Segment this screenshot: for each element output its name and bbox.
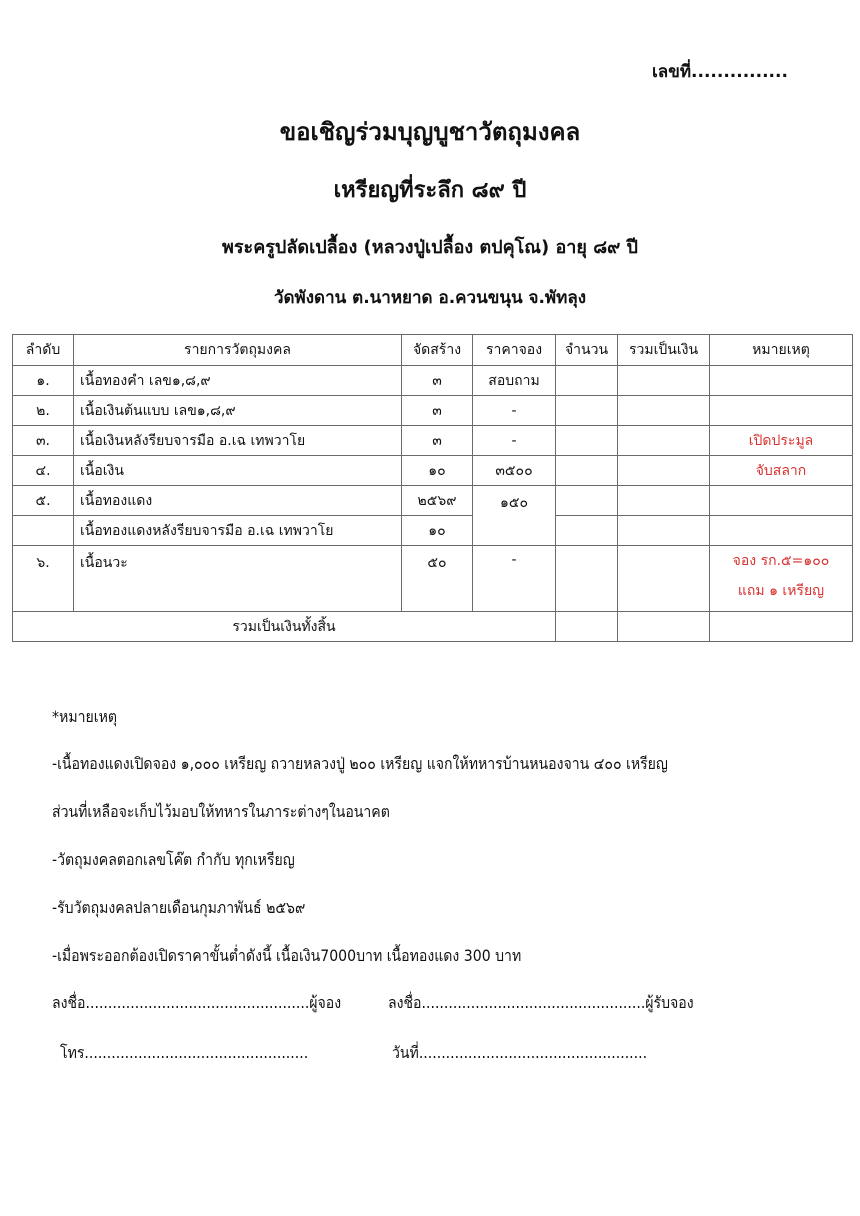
item-name: เนื้อทองแดง <box>74 486 402 516</box>
price: - <box>473 426 556 456</box>
quantity-cell[interactable] <box>556 396 618 426</box>
item-name: เนื้อเงินหลังรียบจารมือ อ.เฉ เทพวาโย <box>74 426 402 456</box>
made-count: ๕๐ <box>402 546 473 612</box>
row-number: ๕. <box>13 486 74 516</box>
table-row <box>13 366 853 396</box>
remark-line: แถม ๑ เหรียญ <box>737 583 825 599</box>
price: - <box>473 396 556 426</box>
note-line: -เมื่อพระออกต้องเปิดราคาขั้นต่ำดังนี้ เนื้อเงิน7000บาท เนื้อทองแดง 300 บาท <box>52 946 522 965</box>
made-count: ๒๕๖๙ <box>402 486 473 516</box>
temple-address: วัดพังดาน ต.นาหยาด อ.ควนขนุน จ.พัทลุง <box>273 288 587 308</box>
row-number: ๖. <box>13 546 74 612</box>
total-quantity-cell[interactable] <box>556 612 618 642</box>
item-name: เนื้อเงิน <box>74 456 402 486</box>
remark <box>710 366 853 396</box>
column-header: ราคาจอง <box>473 335 556 366</box>
note-line: ส่วนที่เหลือจะเก็บไว้มอบให้ทหารในภาระต่างๆในอนาคต <box>52 802 390 821</box>
row-number: ๓. <box>13 426 74 456</box>
subtotal-cell[interactable] <box>618 486 710 516</box>
quantity-cell[interactable] <box>556 486 618 516</box>
column-header: รายการวัตถุมงคล <box>74 335 402 366</box>
remark <box>710 486 853 516</box>
remark: เปิดประมูล <box>710 426 853 456</box>
price: ๓๕๐๐ <box>473 456 556 486</box>
subtotal-cell[interactable] <box>618 546 710 612</box>
column-header: จำนวน <box>556 335 618 366</box>
document-number: เลขที่............... <box>652 62 788 82</box>
made-count: ๓ <box>402 426 473 456</box>
table-row <box>13 516 853 546</box>
subtotal-cell[interactable] <box>618 426 710 456</box>
remark-line: จอง รก.๕=๑๐๐ <box>732 553 830 569</box>
quantity-cell[interactable] <box>556 456 618 486</box>
table-row <box>13 486 853 516</box>
subtotal-cell[interactable] <box>618 456 710 486</box>
item-name: เนื้อทองแดงหลังรียบจารมือ อ.เฉ เทพวาโย <box>74 516 402 546</box>
quantity-cell[interactable] <box>556 426 618 456</box>
note-line: -เนื้อทองแดงเปิดจอง ๑,๐๐๐ เหรียญ ถวายหลวงปู่ ๒๐๐ เหรียญ แจกให้ทหารบ้านหนองจาน ๔๐๐ เหรียญ <box>52 754 668 773</box>
column-header: ลำดับ <box>13 335 74 366</box>
reserver-signature-line[interactable]: ลงชื่อ..................................................ผู้จอง <box>52 993 342 1012</box>
total-row <box>13 612 853 642</box>
note-line: -รับวัตถุมงคลปลายเดือนกุมภาพันธ์ ๒๕๖๙ <box>52 898 306 917</box>
note-line: -วัตถุมงคลตอกเลขโค๊ต กำกับ ทุกเหรียญ <box>52 850 295 869</box>
row-number: ๔. <box>13 456 74 486</box>
monk-name: พระครูปลัดเปลื้อง (หลวงปู่เปลื้อง ตปคุโณ) อายุ ๘๙ ปี <box>222 237 638 258</box>
item-name: เนื้อเงินต้นแบบ เลข๑,๘,๙ <box>74 396 402 426</box>
total-remark-cell <box>710 612 853 642</box>
column-header: จัดสร้าง <box>402 335 473 366</box>
subtitle: เหรียญที่ระลึก ๘๙ ปี <box>333 178 527 203</box>
table-row <box>13 546 853 612</box>
remark: จับสลาก <box>710 456 853 486</box>
remark <box>710 516 853 546</box>
quantity-cell[interactable] <box>556 366 618 396</box>
subtotal-cell[interactable] <box>618 366 710 396</box>
table-row <box>13 456 853 486</box>
table-row <box>13 426 853 456</box>
item-name: เนื้อทองคำ เลข๑,๘,๙ <box>74 366 402 396</box>
price: ๑๕๐ <box>473 486 556 546</box>
row-number: ๒. <box>13 396 74 426</box>
made-count: ๑๐ <box>402 456 473 486</box>
table-row <box>13 396 853 426</box>
made-count: ๓ <box>402 366 473 396</box>
made-count: ๓ <box>402 396 473 426</box>
column-header: รวมเป็นเงิน <box>618 335 710 366</box>
subtotal-cell[interactable] <box>618 516 710 546</box>
total-label: รวมเป็นเงินทั้งสิ้น <box>13 612 556 642</box>
page-title: ขอเชิญร่วมบุญบูชาวัตถุมงคล <box>279 118 581 146</box>
remark <box>710 546 853 612</box>
price: - <box>473 546 556 612</box>
amulet-table <box>12 334 853 642</box>
date-field[interactable]: วันที่................................................... <box>392 1043 648 1062</box>
quantity-cell[interactable] <box>556 546 618 612</box>
subtotal-cell[interactable] <box>618 396 710 426</box>
row-number <box>13 516 74 546</box>
column-header: หมายเหตุ <box>710 335 853 366</box>
remark <box>710 396 853 426</box>
total-amount-cell[interactable] <box>618 612 710 642</box>
price: สอบถาม <box>473 366 556 396</box>
notes-heading: *หมายเหตุ <box>52 707 117 726</box>
table-header-row <box>13 335 853 366</box>
made-count: ๑๐ <box>402 516 473 546</box>
item-name: เนื้อนวะ <box>74 546 402 612</box>
row-number: ๑. <box>13 366 74 396</box>
receiver-signature-line[interactable]: ลงชื่อ..................................................ผู้รับจอง <box>388 993 694 1012</box>
quantity-cell[interactable] <box>556 516 618 546</box>
phone-field[interactable]: โทร.................................................. <box>60 1043 309 1062</box>
